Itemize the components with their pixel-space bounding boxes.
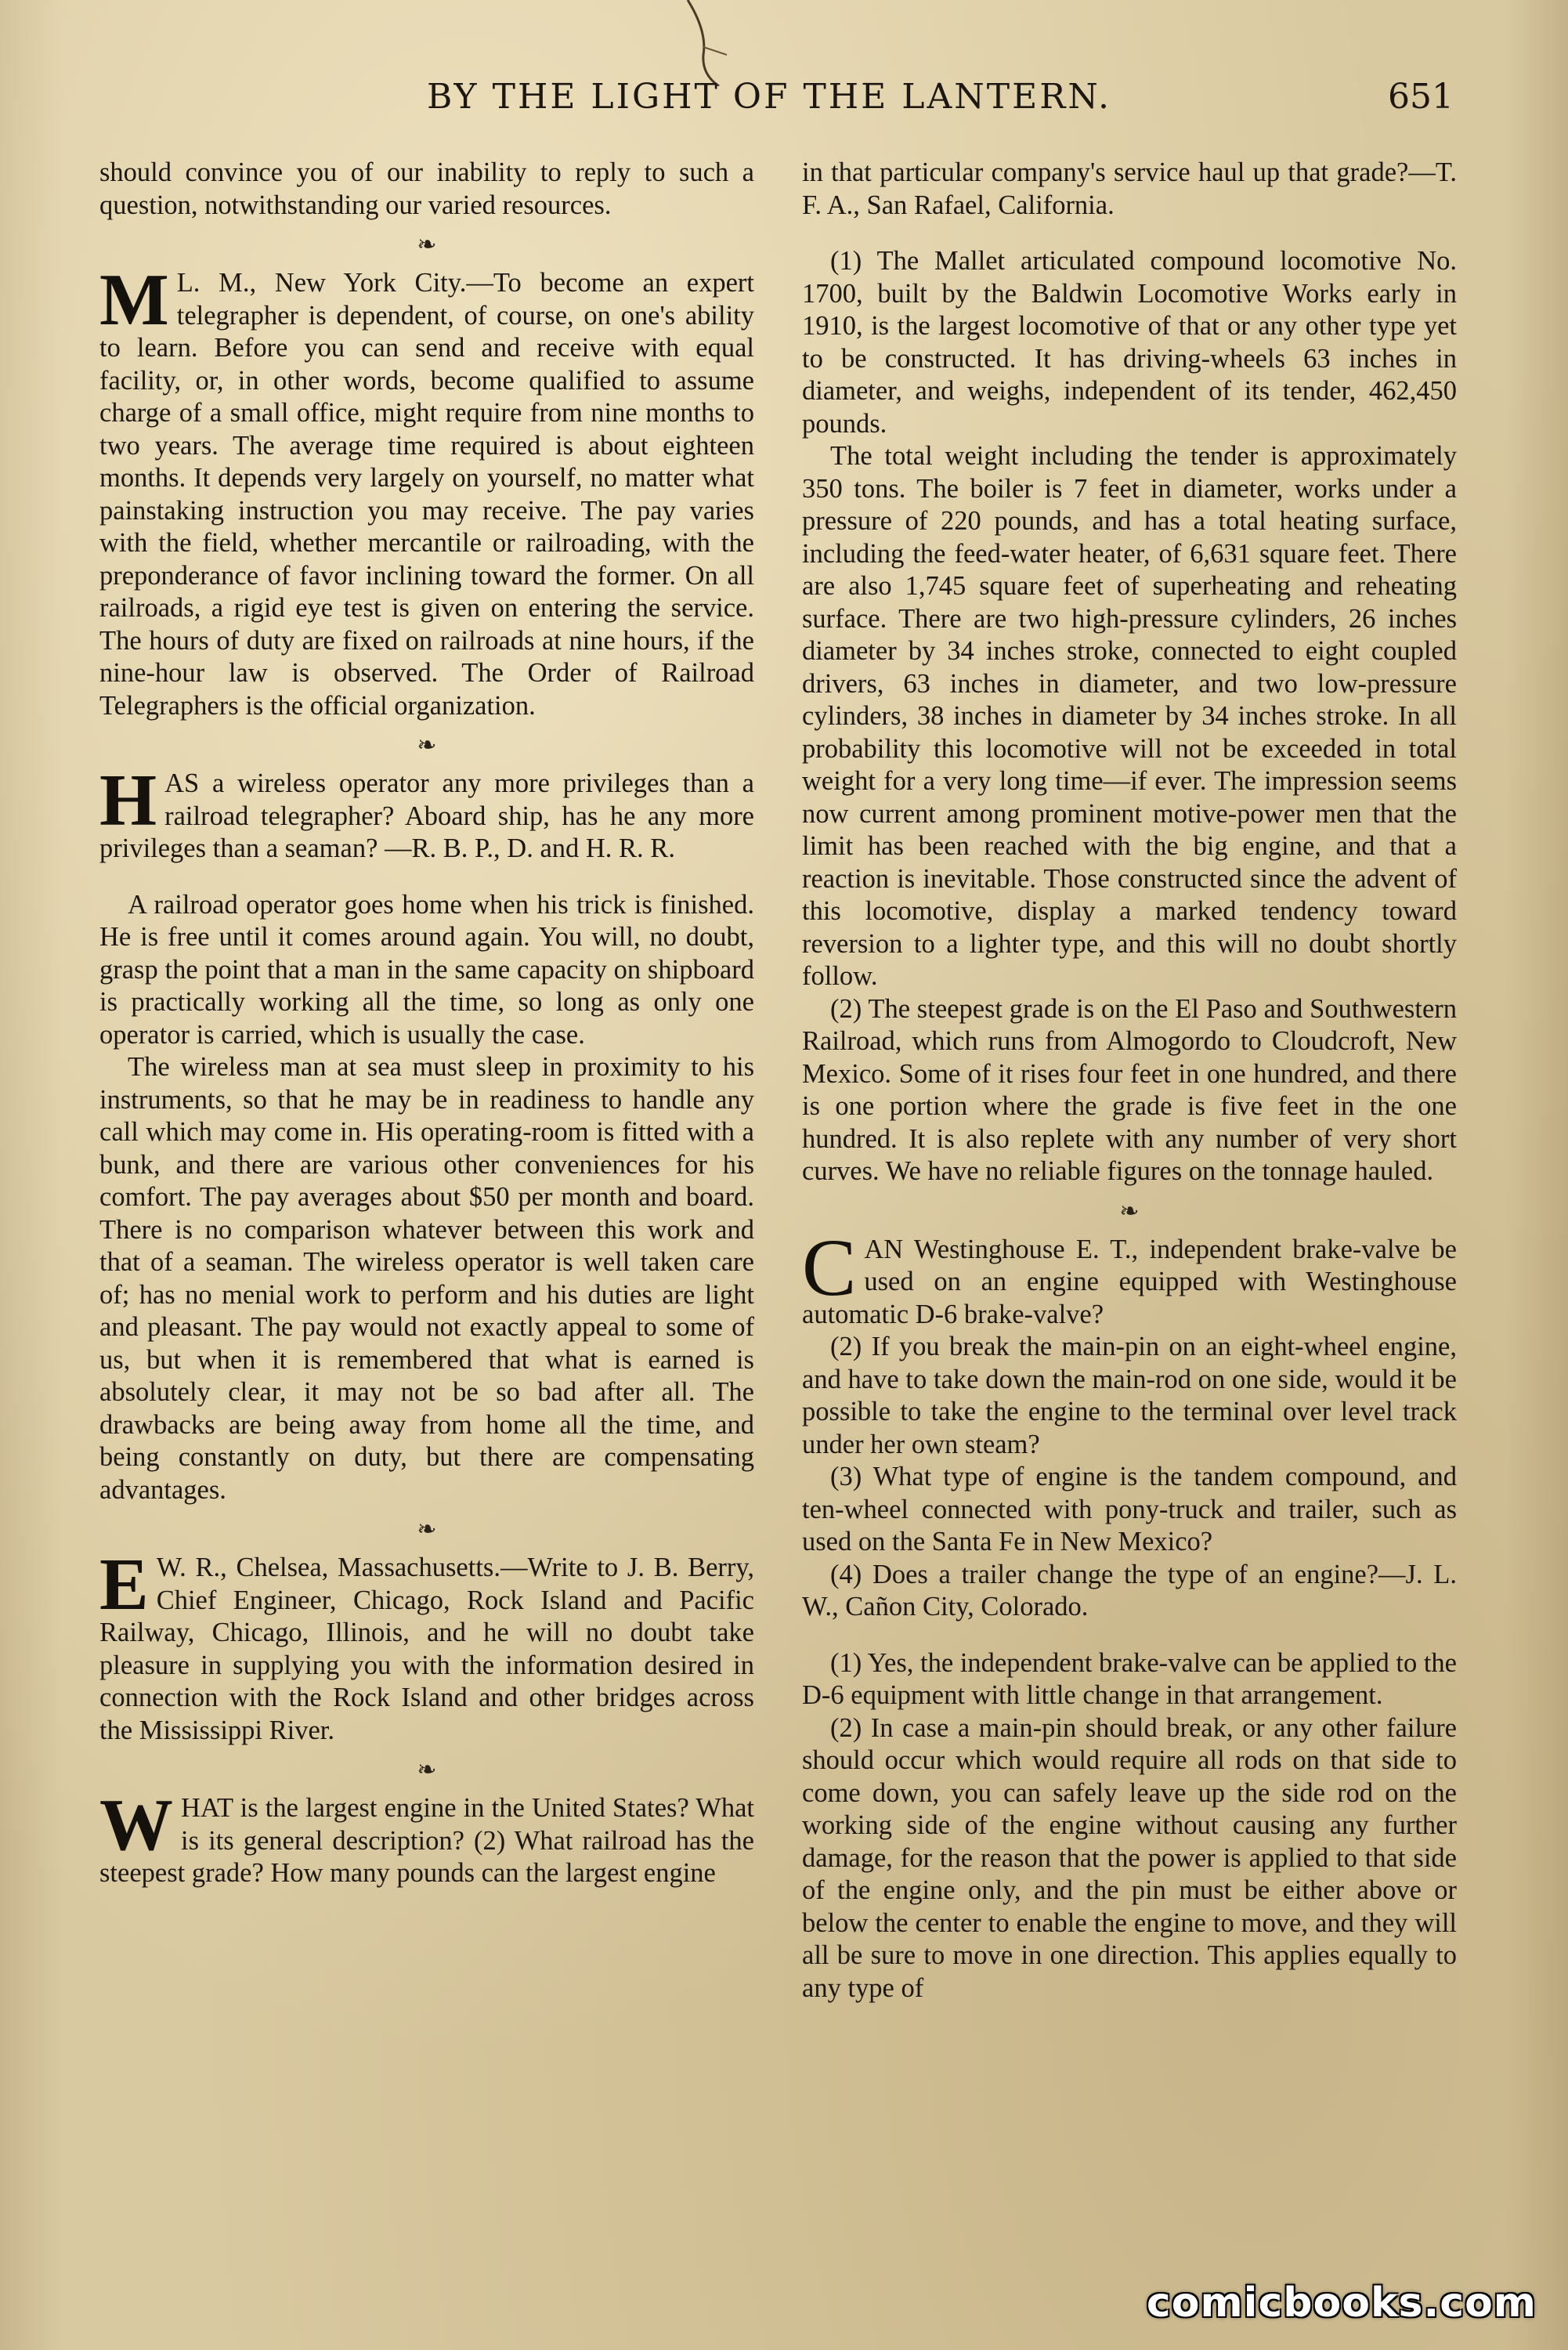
question-text: AN Westinghouse E. T., independent brake-valve be used on an engine equipped with Westinghouse automatic D-6 brake-valve?	[802, 1234, 1457, 1329]
drop-cap: H	[99, 760, 157, 841]
question-text: AS a wireless operator any more privileges than a railroad telegrapher? Aboard ship, has he any more privileges than a seaman? —R. B. P., D. and H. R. R.	[99, 768, 754, 863]
paragraph: The total weight including the tender is approximately 350 tons. The boiler is 7 feet in diameter, works under a pressure of 220 pounds, and has a total heating surface, including the feed-water heater, of 6,631 square feet. There are also 1,745 square feet of superheating and reheating surface. There are two high-pressure cylinders, 26 inches diameter by 34 inches stroke, connected to eight coupled drivers, 63 inches in diameter, and two low-pressure cylinders, 38 inches in diameter by 34 inches stroke. In all probability this locomotive will not be exceeded in total weight for a very long time—if ever. The impression seems now current among prominent motive-power men that the limit has been reached with the big engine, and that a reaction is inevitable. Those constructed since the advent of this locomotive, display a marked tendency toward reversion to a lighter type, and this will no doubt shortly follow.	[802, 441, 1457, 991]
section-separator: ❧	[417, 1517, 437, 1542]
paper-tear-mark	[672, 0, 742, 86]
paragraph: (2) The steepest grade is on the El Paso and Southwestern Railroad, which runs from Almogordo to Cloudcroft, New Mexico. Some of it rises four feet in one hundred, and there is one portion where the grade is five feet in the one hundred. It is also replete with any number of very short curves. We have no reliable figures on the tonnage hauled.	[802, 993, 1457, 1186]
section-separator: ❧	[417, 732, 437, 758]
question-text: (2) If you break the main-pin on an eight-wheel engine, and have to take down the main-rod on one side, would it be possible to take the engine to the terminal over level track under her own steam?	[802, 1332, 1457, 1459]
section-separator: ❧	[1119, 1198, 1140, 1224]
site-watermark: comicbooks.com	[1146, 2280, 1537, 2326]
question-text: in that particular company's service haul up that grade?—T. F. A., San Rafael, California.	[802, 157, 1457, 220]
paragraph: should convince you of our inability to reply to such a question, notwithstanding our varied resources.	[99, 157, 754, 220]
question-block-largest-engine	[99, 1784, 754, 1890]
paragraph: W. R., Chelsea, Massachusetts.—Write to J. B. Berry, Chief Engineer, Chicago, Rock Island and Pacific Railway, Chicago, Illinois, and he will no doubt take pleasure in supplying you with the information desired in connection with the Rock Island and other bridges across the Mississippi River.	[99, 1553, 754, 1745]
running-title: BY THE LIGHT OF THE LANTERN.	[427, 77, 1112, 117]
answer-block-ml	[99, 259, 754, 722]
question-text: HAT is the largest engine in the United States? What is its general description? (2) What railroad has the steepest grade? How many pounds can the largest engine	[99, 1793, 754, 1888]
paragraph: A railroad operator goes home when his trick is finished. He is free until it comes around again. You will, no doubt, grasp the point that a man in the same capacity on shipboard is practically working all the time, so long as only one operator is carried, which is usually the case.	[99, 889, 754, 1050]
left-column	[99, 157, 754, 2256]
paragraph: (2) In case a main-pin should break, or any other failure should occur which would require all rods on that side to come down, you can safely leave up the side rod on the working side of the engine without causing any further damage, for the reason that the power is applied to that side of the engine only, and the pin must be either above or below the center to enable the engine to move, and they will all be sure to move in one direction. This applies equally to any type of	[802, 1712, 1457, 2003]
answer-block-ewr	[99, 1544, 754, 1747]
drop-cap: E	[99, 1544, 149, 1625]
drop-cap: W	[99, 1784, 173, 1866]
question-block-wireless	[99, 760, 754, 866]
paragraph: (1) Yes, the independent brake-valve can be applied to the D-6 equipment with little change in that arrangement.	[802, 1647, 1457, 1710]
drop-cap: M	[99, 259, 169, 341]
paragraph: The wireless man at sea must sleep in proximity to his instruments, so that he may be in readiness to handle any call which may come in. His operating-room is fitted with a bunk, and there are various other conveniences for his comfort. The pay averages about $50 per month and board. There is no comparison whatever between this work and that of a seaman. The wireless operator is well taken care of; has no menial work to perform and his duties are light and pleasant. The pay would not exactly appeal to some of us, but when it is remembered that what is earned is absolutely clear, it may not be so bad after all. The drawbacks are being away from home all the time, and being constantly on duty, but there are compensating advantages.	[99, 1052, 754, 1505]
page-number: 651	[1388, 77, 1454, 117]
paragraph: (1) The Mallet articulated compound locomotive No. 1700, built by the Baldwin Locomotive Works early in 1910, is the largest locomotive of that or any other type yet to be constructed. It has driving-wheels 63 inches in diameter, and weighs, independent of its tender, 462,450 pounds.	[802, 246, 1457, 439]
page-header	[0, 77, 1568, 124]
right-column	[802, 157, 1457, 2256]
question-block-brake-valve	[802, 1222, 1457, 1332]
drop-cap: C	[802, 1222, 857, 1313]
question-text: (4) Does a trailer change the type of an engine?—J. L. W., Cañon City, Colorado.	[802, 1559, 1457, 1622]
question-text: (3) What type of engine is the tandem compound, and ten-wheel connected with pony-truck and trailer, such as used on the Santa Fe in New Mexico?	[802, 1462, 1457, 1556]
section-separator: ❧	[417, 1757, 437, 1783]
paragraph: L. M., New York City.—To become an expert telegrapher is dependent, of course, on one's ability to learn. Before you can send and receive with equal facility, or, in other words, become qualified to assume charge of a small office, might require from nine months to two years. The average time required is about eighteen months. It depends very largely on yourself, no matter what painstaking instruction you may receive. The pay varies with the field, whether mercantile or railroading, with the preponderance of favor inclining toward the former. On all railroads, a rigid eye test is given on entering the service. The hours of duty are fixed on railroads at nine hours, if the nine-hour law is observed. The Order of Railroad Telegraphers is the official organization.	[99, 268, 754, 721]
section-separator: ❧	[417, 232, 437, 258]
